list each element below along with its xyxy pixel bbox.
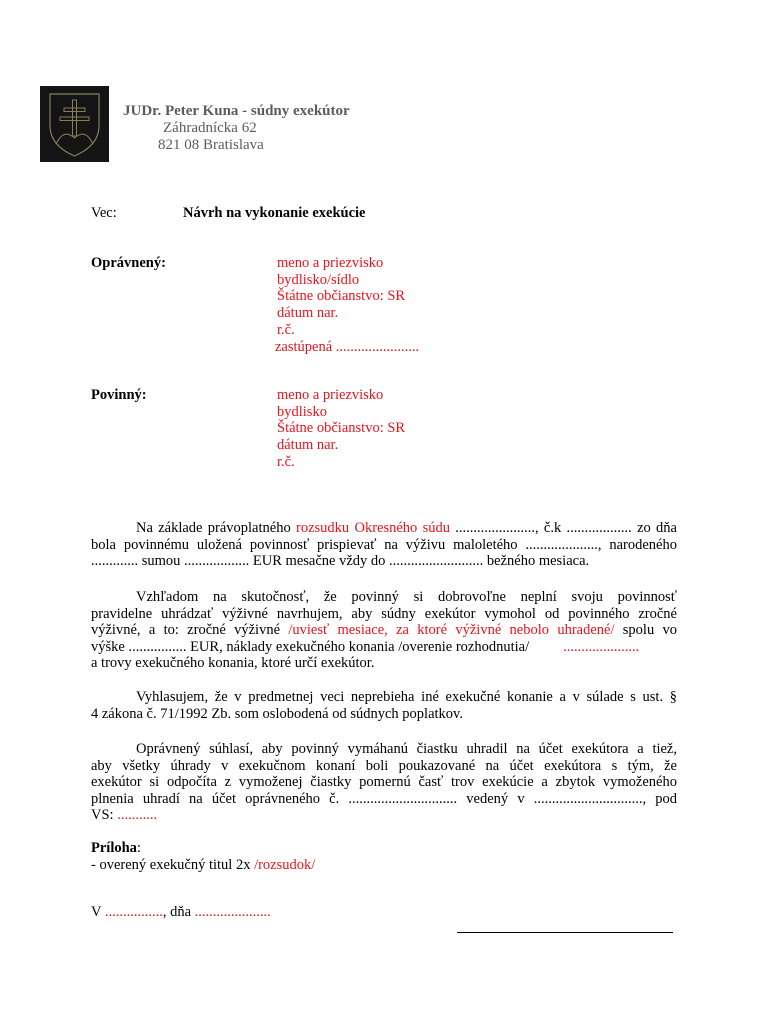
text-span: , dňa xyxy=(162,904,195,920)
paragraph-line: ............. sumou .................. EUR mesačne vždy do .......................... bežného mesiaca. xyxy=(91,553,590,569)
paragraph-declaration xyxy=(91,689,677,722)
place-date-line xyxy=(91,904,271,921)
text-span: VS: xyxy=(91,807,118,823)
executor-city: 821 08 Bratislava xyxy=(158,137,264,153)
coat-of-arms-logo xyxy=(40,86,109,162)
text-span-red: ..................... xyxy=(563,638,640,655)
attachment-label: Príloha xyxy=(91,840,137,856)
text-span: výživné, a to: zročné výživné xyxy=(91,622,289,638)
text-span: spolu vo xyxy=(614,622,678,638)
paragraph-line: bola povinnému uložená povinnosť prispievať na výživu maloletého ...................., narodeného xyxy=(91,536,677,553)
povinny-line: r.č. xyxy=(277,454,295,470)
text-span: výške ................ EUR, náklady exekučného konania /overenie rozhodnutia/ xyxy=(91,638,530,655)
subject-title: Návrh na vykonanie exekúcie xyxy=(183,205,366,221)
attachment-heading xyxy=(91,840,141,857)
text-span-red: ..................... xyxy=(194,904,271,920)
opravneny-line: zastúpená ....................... xyxy=(275,339,420,355)
paragraph-consent xyxy=(91,741,677,824)
signature-line xyxy=(457,932,673,933)
povinny-line: Štátne občianstvo: SR xyxy=(277,420,406,436)
attachment-colon: : xyxy=(136,840,141,856)
paragraph-line: Vyhlasujem, že v predmetnej veci neprebieha iné exekučné konanie a v súlade s ust. § xyxy=(136,689,677,705)
text-span: ......................, č.k .................. zo dňa xyxy=(449,520,677,536)
paragraph-line: plnenia uhradí na účet oprávneného č. .............................. vedený v .............................., pod xyxy=(91,790,677,807)
paragraph-line: Vzhľadom na skutočnosť, že povinný si dobrovoľne neplní svoju povinnosť xyxy=(136,589,677,605)
paragraph-request xyxy=(91,589,677,672)
paragraph-line: a trovy exekučného konania, ktoré určí exekútor. xyxy=(91,655,375,671)
paragraph-line: Oprávnený súhlasí, aby povinný vymáhanú čiastku uhradil na účet exekútora a tiež, xyxy=(136,741,677,757)
opravneny-line: Štátne občianstvo: SR xyxy=(277,288,406,304)
text-span-red: /uviesť mesiace, za ktoré výživné nebolo uhradené/ xyxy=(288,622,615,638)
text-span: Na základe právoplatného xyxy=(136,520,297,536)
opravneny-label: Oprávnený: xyxy=(91,255,166,271)
slovak-coat-of-arms-icon xyxy=(40,86,109,162)
executor-street: Záhradnícka 62 xyxy=(163,120,257,136)
subject-label: Vec: xyxy=(91,205,117,221)
paragraph-line: exekútor si odpočíta z vymoženej čiastky pomernú časť trov exekúcie a zbytok vymoženého xyxy=(91,774,677,790)
text-span-red: ........... xyxy=(117,807,158,823)
text-span-red: rozsudku Okresného súdu xyxy=(296,520,450,536)
paragraph-line xyxy=(91,622,677,639)
paragraph-line: 4 zákona č. 71/1992 Zb. som oslobodená od súdnych poplatkov. xyxy=(91,705,463,722)
opravneny-line: meno a priezvisko xyxy=(277,255,384,271)
paragraph-line xyxy=(91,639,677,656)
povinny-label: Povinný: xyxy=(91,387,147,403)
opravneny-line: bydlisko/sídlo xyxy=(277,272,360,288)
text-span-red: ................ xyxy=(104,904,163,920)
povinny-line: bydlisko xyxy=(277,404,327,420)
paragraph-line xyxy=(91,807,677,824)
executor-name: JUDr. Peter Kuna - súdny exekútor xyxy=(123,103,350,119)
text-span: V xyxy=(91,904,105,920)
paragraph-line xyxy=(91,520,677,537)
paragraph-line: aby všetky úhrady v exekučnom konaní boli poukazované na účet exekútora s tým, že xyxy=(91,757,677,774)
paragraph-line: pravidelne uhrádzať výživné navrhujem, aby súdny exekútor vymohol od povinného zročné xyxy=(91,605,677,622)
attachment-item xyxy=(91,857,315,874)
opravneny-line: r.č. xyxy=(277,322,295,338)
text-span-red: /rozsudok/ xyxy=(254,857,316,873)
povinny-line: dátum nar. xyxy=(277,437,339,453)
opravneny-line: dátum nar. xyxy=(277,305,339,321)
text-span: - overený exekučný titul 2x xyxy=(91,857,255,873)
povinny-line: meno a priezvisko xyxy=(277,387,384,403)
paragraph-basis xyxy=(91,520,677,570)
